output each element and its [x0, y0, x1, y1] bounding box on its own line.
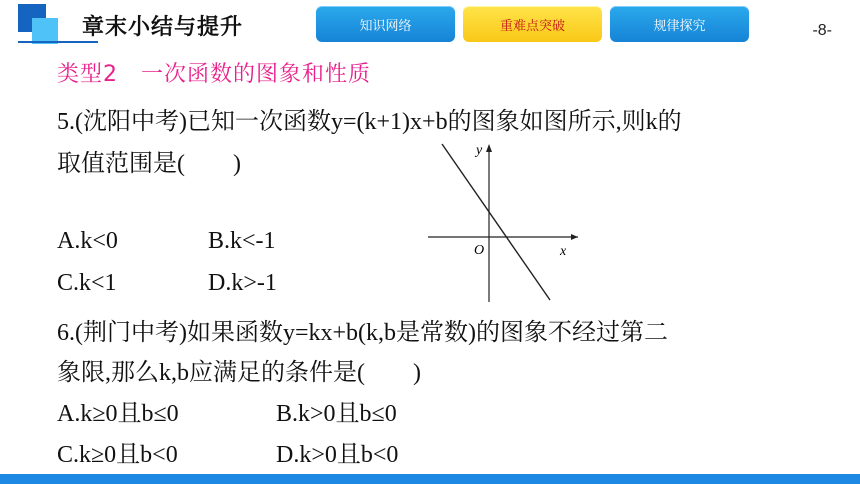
q5-stem-line2: 取值范围是( ) — [57, 151, 241, 177]
q5-function-graph — [428, 142, 588, 304]
graph-y-label: y — [476, 143, 483, 158]
q6-stem-line1: 6.(荆门中考)如果函数y=kx+b(k,b是常数)的图象不经过第二 — [57, 320, 669, 346]
q6-option-b: B.k>0且b≤0 — [276, 401, 397, 427]
q5-option-d: D.k>-1 — [208, 270, 277, 296]
tab-key-difficulties[interactable]: 重难点突破 — [463, 6, 602, 42]
q6-option-a: A.k≥0且b≤0 — [57, 401, 179, 427]
nav-tabs — [316, 6, 749, 42]
q6-stem-line2: 象限,那么k,b应满足的条件是( ) — [57, 360, 421, 386]
tab-pattern-exploration[interactable]: 规律探究 — [610, 6, 749, 42]
section-title: 类型2 一次函数的图象和性质 — [57, 62, 371, 87]
q5-stem-line1: 5.(沈阳中考)已知一次函数y=(k+1)x+b的图象如图所示,则k的 — [57, 109, 682, 135]
chapter-title: 章末小结与提升 — [82, 14, 244, 39]
q5-option-a: A.k<0 — [57, 228, 118, 254]
graph-origin-label: O — [474, 243, 485, 258]
tab-knowledge-network[interactable]: 知识网络 — [316, 6, 455, 42]
q5-option-c: C.k<1 — [57, 270, 117, 296]
q5-option-b: B.k<-1 — [208, 228, 276, 254]
q6-option-c: C.k≥0且b<0 — [57, 442, 178, 468]
bottom-bar — [0, 474, 860, 484]
graph-x-label: x — [560, 244, 567, 259]
q6-option-d: D.k>0且b<0 — [276, 442, 399, 468]
header-logo — [18, 4, 66, 44]
page-number: -8- — [812, 22, 832, 39]
